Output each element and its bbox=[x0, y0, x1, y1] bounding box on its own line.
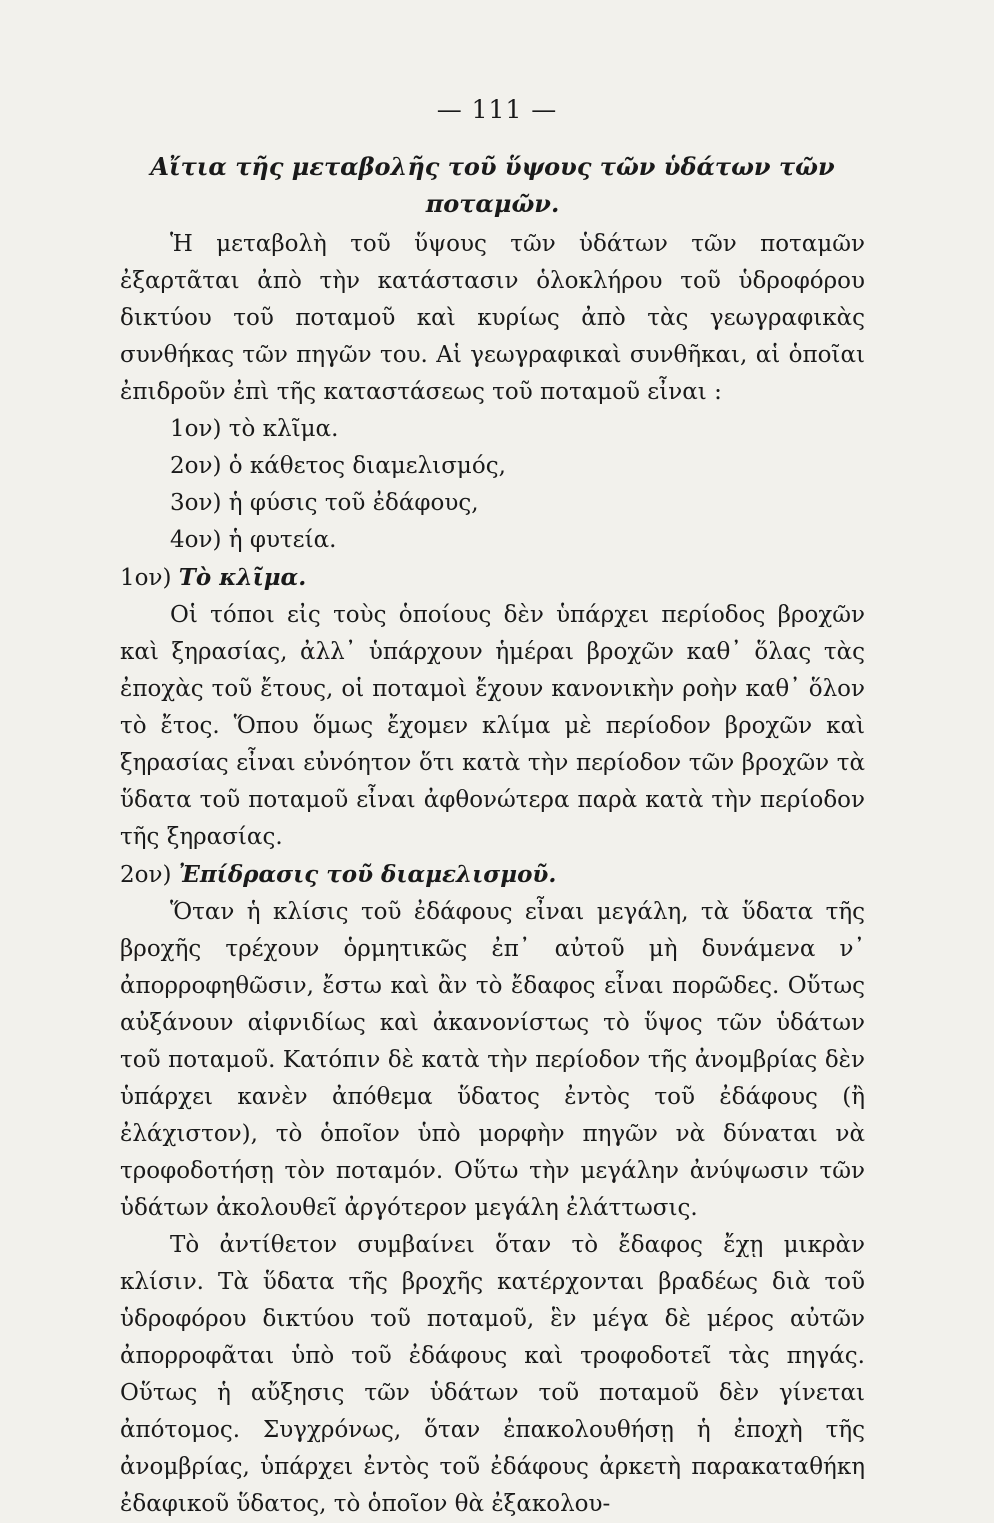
section-2-paragraph-1: Ὅταν ἡ κλίσις τοῦ ἐδάφους εἶναι μεγάλη, τὰ ὕδατα τῆς βροχῆς τρέχουν ὁρμητικῶς ἐπ᾽ αὐτοῦ μὴ δυνάμενα ν᾽ ἀπορροφηθῶσιν, ἔστω καὶ ἂν τὸ ἔδαφος εἶναι πορῶδες. Οὕτως αὐξάνουν αἰφνιδίως καὶ ἀκανονίστως τὸ ὕψος τῶν ὑδάτων τοῦ ποταμοῦ. Κατόπιν δὲ κατὰ τὴν περίοδον τῆς ἀνομβρίας δὲν ὑπάρχει κανὲν ἀπόθεμα ὕδατος ἐντὸς τοῦ ἐδάφους (ἢ ἐλάχιστον), τὸ ὁποῖον ὑπὸ μορφὴν πηγῶν νὰ δύναται νὰ τροφοδοτήσῃ τὸν ποταμόν. Οὕτω τὴν μεγάλην ἀνύψωσιν τῶν ὑδάτων ἀκολουθεῖ ἀργότερον μεγάλη ἐλάττωσις. bbox=[120, 899, 865, 1221]
factor-item: 3ον) ἡ φύσις τοῦ ἐδάφους, bbox=[170, 490, 479, 516]
section-2-paragraph-2: Τὸ ἀντίθετον συμβαίνει ὅταν τὸ ἔδαφος ἔχῃ μικρὰν κλίσιν. Τὰ ὕδατα τῆς βροχῆς κατέρχονται βραδέως διὰ τοῦ ὑδροφόρου δικτύου τοῦ ποταμοῦ, ἓν μέγα δὲ μέρος αὐτῶν ἀπορροφᾶται ὑπὸ τοῦ ἐδάφους καὶ τροφοδοτεῖ τὰς πηγάς. Οὕτως ἡ αὔξησις τῶν ὑδάτων τοῦ ποταμοῦ δὲν γίνεται ἀπότομος. Συγχρόνως, ὅταν ἐπακολουθήσῃ ἡ ἐποχὴ τῆς ἀνομβρίας, ὑπάρχει ἐντὸς τοῦ ἐδάφους ἀρκετὴ παρακαταθήκη ἐδαφικοῦ ὕδατος, τὸ ὁποῖον θὰ ἐξακολου- bbox=[120, 1232, 865, 1517]
section-2-number: 2ον) bbox=[120, 862, 172, 888]
factor-item: 2ον) ὁ κάθετος διαμελισμός, bbox=[170, 453, 506, 479]
factors-list bbox=[120, 411, 865, 559]
section-1-heading: Τὸ κλῖμα. bbox=[178, 564, 307, 591]
section-2-heading: Ἐπίδρασις τοῦ διαμελισμοῦ. bbox=[178, 861, 557, 888]
section-2-title bbox=[120, 856, 865, 894]
section-1-paragraph: Οἱ τόποι εἰς τοὺς ὁποίους δὲν ὑπάρχει περίοδος βροχῶν καὶ ξηρασίας, ἀλλ᾽ ὑπάρχουν ἡμέραι βροχῶν καθ᾽ ὅλας τὰς ἐποχὰς τοῦ ἔτους, οἱ ποταμοὶ ἔχουν κανονικὴν ροὴν καθ᾽ ὅλον τὸ ἔτος. Ὅπου ὅμως ἔχομεν κλίμα μὲ περίοδον βροχῶν καὶ ξηρασίας εἶναι εὐνόητον ὅτι κατὰ τὴν περίοδον τῶν βροχῶν τὰ ὕδατα τοῦ ποταμοῦ εἶναι ἀφθονώτερα παρὰ κατὰ τὴν περίοδον τῆς ξηρασίας. bbox=[120, 602, 865, 850]
text-body bbox=[120, 140, 865, 1523]
intro-paragraph: Ἡ μεταβολὴ τοῦ ὕψους τῶν ὑδάτων τῶν ποταμῶν ἐξαρτᾶται ἀπὸ τὴν κατάστασιν ὁλοκλήρου τοῦ ὑδροφόρου δικτύου τοῦ ποταμοῦ καὶ κυρίως ἀπὸ τὰς γεωγραφικὰς συνθήκας τῶν πηγῶν του. Αἱ γεωγραφικαὶ συνθῆκαι, αἱ ὁποῖαι ἐπιδροῦν ἐπὶ τῆς καταστάσεως τοῦ ποταμοῦ εἶναι : bbox=[120, 231, 865, 405]
chapter-heading: Αἴτια τῆς μεταβολῆς τοῦ ὕψους τῶν ὑδάτων τῶν ποταμῶν. bbox=[150, 152, 835, 218]
factor-item: 1ον) τὸ κλῖμα. bbox=[170, 416, 339, 442]
factor-item: 4ον) ἡ φυτεία. bbox=[170, 527, 337, 553]
page-number: — 111 — bbox=[436, 95, 558, 124]
section-1-number: 1ον) bbox=[120, 565, 172, 591]
section-1-title bbox=[120, 559, 865, 597]
